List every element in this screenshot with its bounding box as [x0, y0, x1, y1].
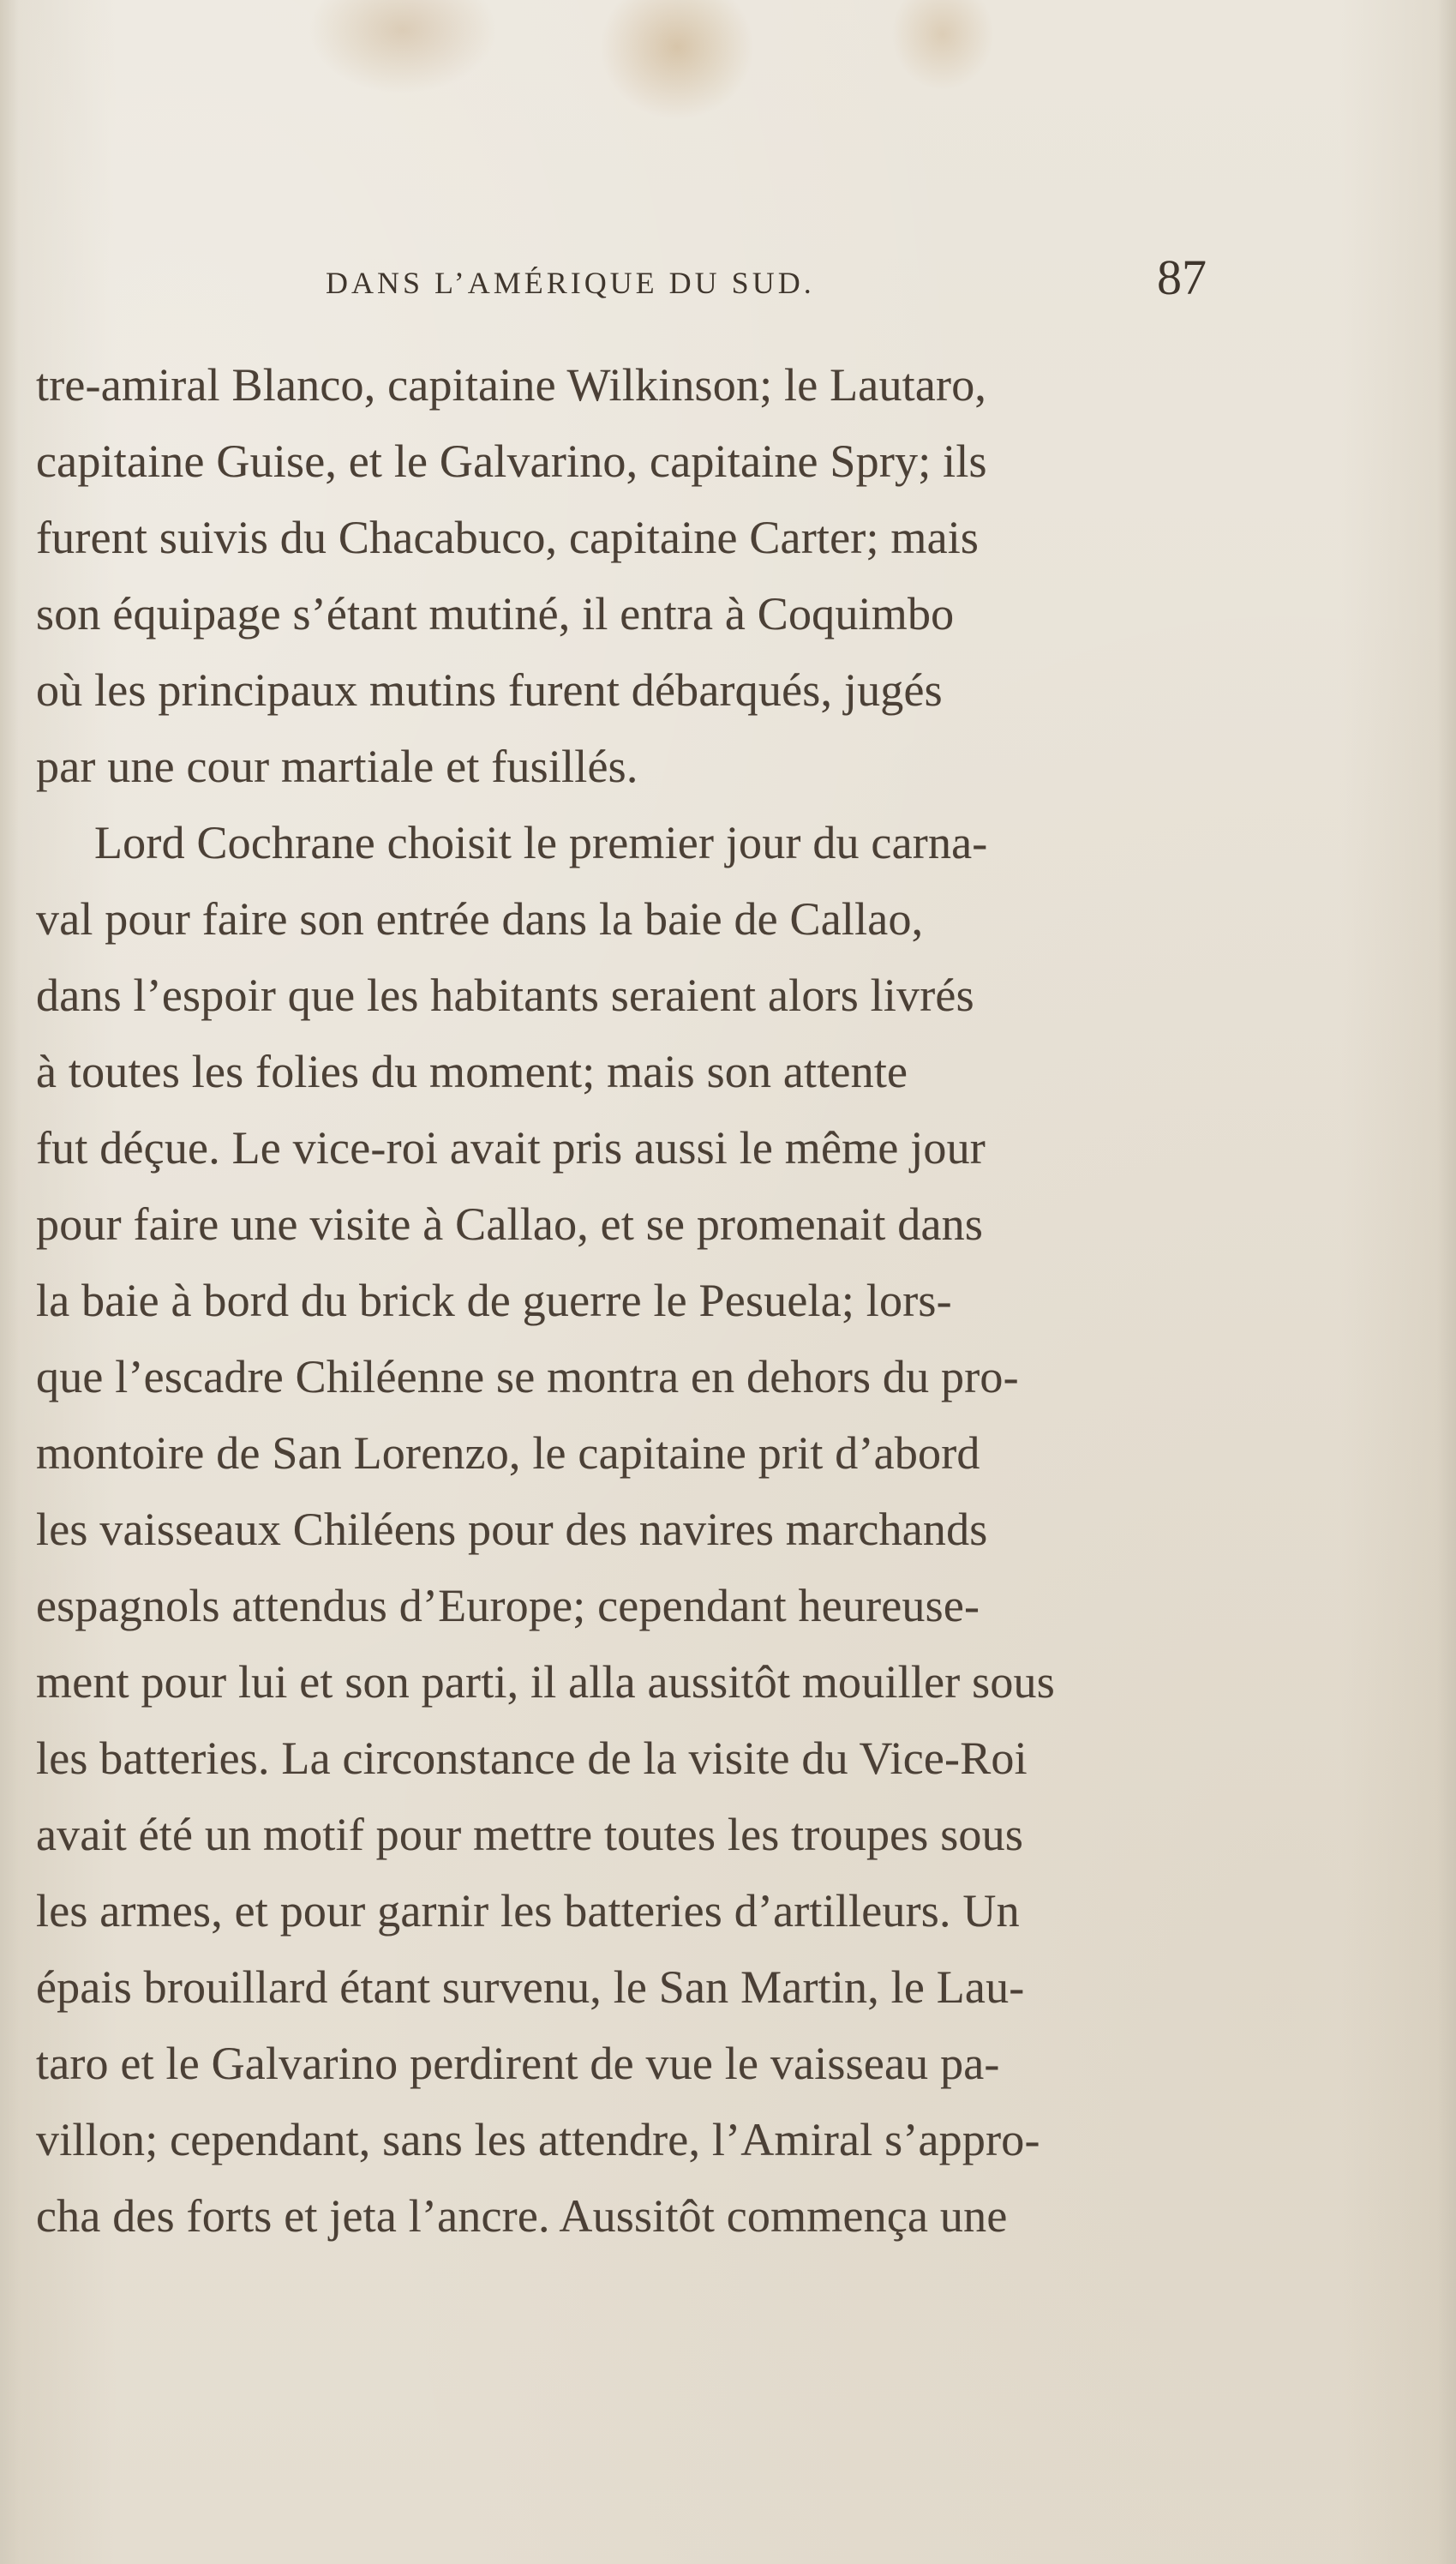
page-edge-shadow: [0, 0, 19, 2564]
page-number: 87: [1157, 249, 1207, 305]
text-line: épais brouillard étant survenu, le San Martin, le Lau-: [36, 1961, 1025, 2013]
text-line: pour faire une visite à Callao, et se promenait dans: [36, 1198, 984, 1250]
text-line: les armes, et pour garnir les batteries d’artilleurs. Un: [36, 1885, 1020, 1937]
text-line: cha des forts et jeta l’ancre. Aussitôt commença une: [36, 2190, 1008, 2242]
text-line: la baie à bord du brick de guerre le Pesuela; lors-: [36, 1275, 952, 1326]
text-line: tre-amiral Blanco, capitaine Wilkinson; le Lautaro,: [36, 359, 987, 411]
text-line: avait été un motif pour mettre toutes les troupes sous: [36, 1809, 1024, 1860]
paper-stain: [600, 0, 754, 120]
text-line: furent suivis du Chacabuco, capitaine Carter; mais: [36, 512, 980, 563]
paper-stain: [309, 0, 497, 94]
page-edge-shadow: [1437, 0, 1456, 2564]
text-line: fut déçue. Le vice-roi avait pris aussi le même jour: [36, 1122, 986, 1174]
text-line: à toutes les folies du moment; mais son attente: [36, 1046, 908, 1097]
text-line: que l’escadre Chiléenne se montra en dehors du pro-: [36, 1351, 1019, 1402]
text-line: espagnols attendus d’Europe; cependant heureuse-: [36, 1580, 980, 1631]
text-line: où les principaux mutins furent débarqués, jugés: [36, 664, 943, 716]
text-line: val pour faire son entrée dans la baie de Callao,: [36, 893, 924, 945]
text-line: les batteries. La circonstance de la visite du Vice-Roi: [36, 1732, 1028, 1784]
text-line: ment pour lui et son parti, il alla aussitôt mouiller sous: [36, 1656, 1055, 1708]
text-line: son équipage s’étant mutiné, il entra à Coquimbo: [36, 588, 955, 639]
body-text: [36, 347, 1244, 2255]
text-line: capitaine Guise, et le Galvarino, capitaine Spry; ils: [36, 435, 987, 487]
text-line: par une cour martiale et fusillés.: [36, 741, 638, 792]
text-line: montoire de San Lorenzo, le capitaine prit d’abord: [36, 1427, 980, 1479]
text-line: taro et le Galvarino perdirent de vue le vaisseau pa-: [36, 2038, 1000, 2089]
text-line: dans l’espoir que les habitants seraient alors livrés: [36, 970, 974, 1021]
text-line: les vaisseaux Chiléens pour des navires marchands: [36, 1504, 988, 1555]
text-line: villon; cependant, sans les attendre, l’Amiral s’appro-: [36, 2114, 1040, 2165]
running-head: [0, 249, 1456, 309]
running-head-title: DANS L’AMÉRIQUE DU SUD.: [326, 266, 815, 300]
text-line: Lord Cochrane choisit le premier jour du carna-: [94, 817, 988, 868]
paper-stain: [891, 0, 994, 90]
